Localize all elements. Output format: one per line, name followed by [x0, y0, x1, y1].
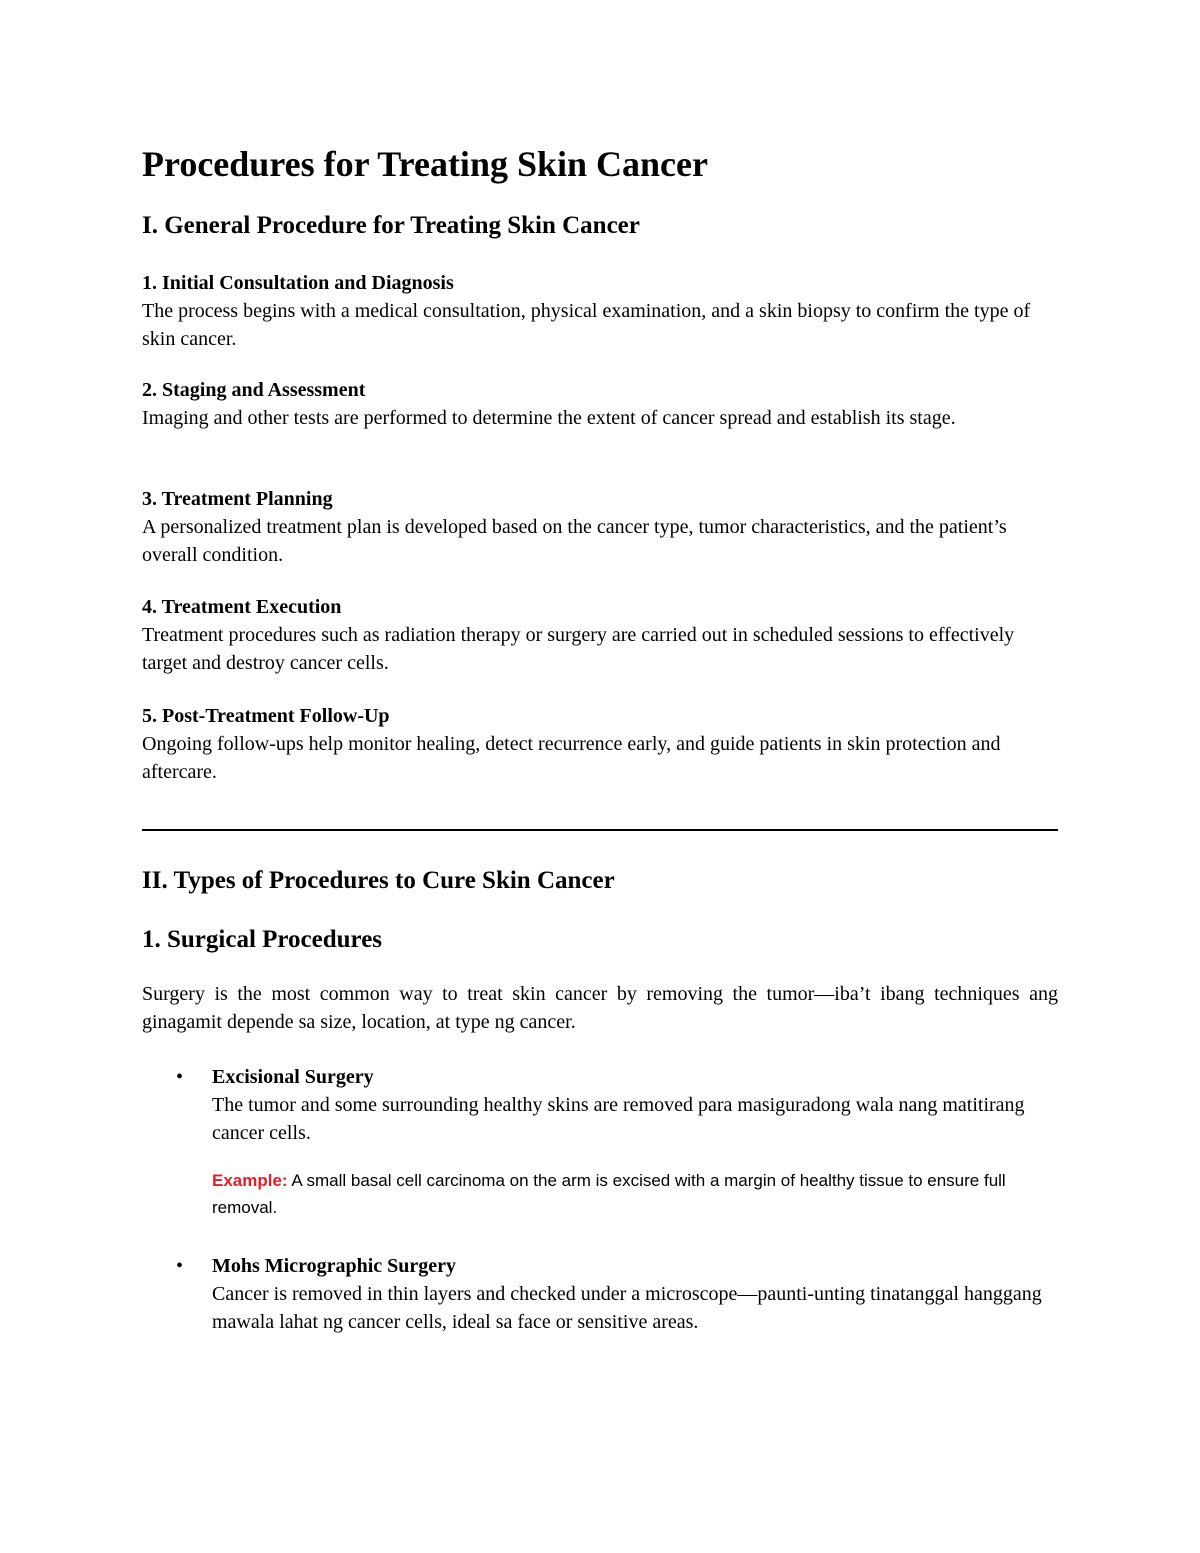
bullet-icon: • [176, 1255, 184, 1277]
step-title: 4. Treatment Execution [142, 596, 342, 618]
example-label: Example: [212, 1171, 288, 1190]
section-heading-general-procedure: I. General Procedure for Treating Skin Cancer [142, 212, 640, 239]
step-body: Imaging and other tests are performed to determine the extent of cancer spread and establish its stage. [142, 407, 956, 429]
example-note [212, 1167, 1042, 1221]
section-heading-types-of-procedures: II. Types of Procedures to Cure Skin Cancer [142, 867, 615, 894]
list-item-title: Excisional Surgery [212, 1066, 374, 1088]
list-item-title: Mohs Micrographic Surgery [212, 1255, 457, 1277]
horizontal-divider [142, 829, 1058, 831]
step-body: Treatment procedures such as radiation therapy or surgery are carried out in scheduled sessions to effectively target and destroy cancer cells. [142, 624, 1015, 674]
step-title: 5. Post-Treatment Follow-Up [142, 705, 390, 727]
step-title: 1. Initial Consultation and Diagnosis [142, 272, 454, 294]
subsection-heading-surgical-procedures: 1. Surgical Procedures [142, 926, 383, 953]
bullet-icon: • [176, 1066, 184, 1088]
list-item-body: Cancer is removed in thin layers and checked under a microscope—paunti-unting tinatanggal hanggang mawala lahat ng cancer cells, ideal sa face or sensitive areas. [212, 1283, 1042, 1333]
example-text: A small basal cell carcinoma on the arm is excised with a margin of healthy tissue to ensure full removal. [212, 1171, 1006, 1217]
surgical-intro-paragraph: Surgery is the most common way to treat skin cancer by removing the tumor—iba’t ibang techniques ang ginagamit depende sa size, location, at type ng cancer. [142, 983, 1058, 1033]
step-treatment-execution [142, 593, 1062, 677]
step-treatment-planning [142, 485, 1062, 569]
list-item-content [212, 1063, 1052, 1221]
document-title: Procedures for Treating Skin Cancer [142, 144, 708, 184]
step-body: The process begins with a medical consultation, physical examination, and a skin biopsy to confirm the type of skin cancer. [142, 300, 1031, 350]
step-title: 2. Staging and Assessment [142, 379, 366, 401]
step-staging-assessment [142, 376, 1062, 432]
step-initial-consultation [142, 269, 1062, 353]
step-body: A personalized treatment plan is developed based on the cancer type, tumor characteristics, and the patient’s overall condition. [142, 516, 1007, 566]
list-item-body: The tumor and some surrounding healthy skins are removed para masiguradong wala nang matitirang cancer cells. [212, 1094, 1025, 1144]
step-body: Ongoing follow-ups help monitor healing, detect recurrence early, and guide patients in skin protection and aftercare. [142, 733, 1001, 783]
step-title: 3. Treatment Planning [142, 488, 333, 510]
step-post-treatment-follow-up [142, 702, 1062, 786]
list-item-content [212, 1252, 1052, 1336]
